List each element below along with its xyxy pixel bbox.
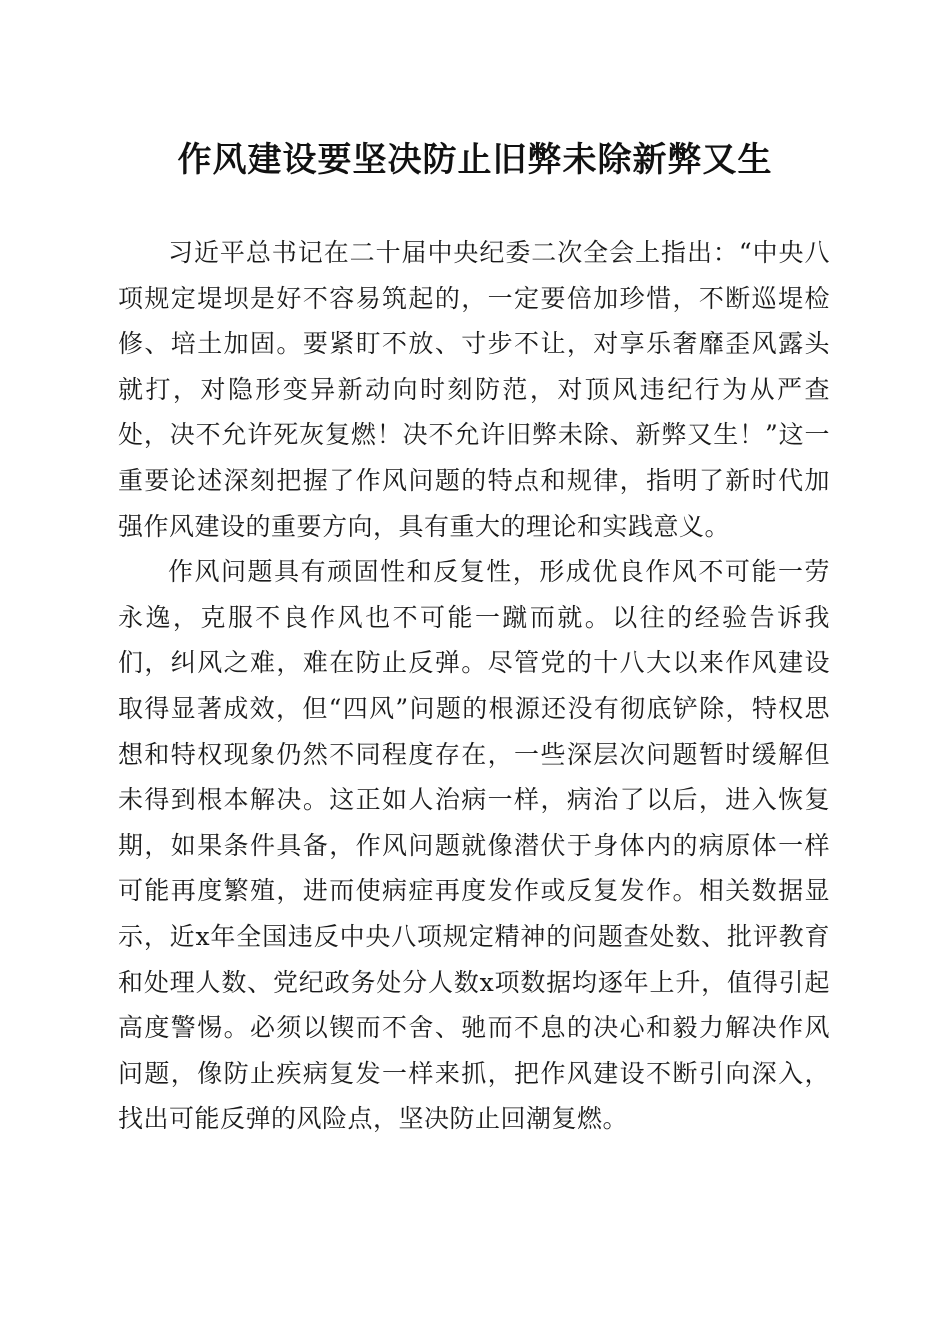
document-title: 作风建设要坚决防止旧弊未除新弊又生 — [177, 140, 773, 180]
document-body — [118, 230, 830, 1142]
paragraph-2: 作风问题具有顽固性和反复性，形成优良作风不可能一劳永逸，克服不良作风也不可能一蹴而就。以往的经验告诉我们，纠风之难，难在防止反弹。尽管党的十八大以来作风建设取得显著成效，但“四风”问题的根源还没有彻底铲除，特权思想和特权现象仍然不同程度存在，一些深层次问题暂时缓解但未得到根本解决。这正如人治病一样，病治了以后，进入恢复期，如果条件具备，作风问题就像潜伏于身体内的病原体一样可能再度繁殖，进而使病症再度发作或反复发作。相关数据显示，近x年全国违反中央八项规定精神的问题查处数、批评教育和处理人数、党纪政务处分人数x项数据均逐年上升，值得引起高度警惕。必须以锲而不舍、驰而不息的决心和毅力解决作风问题，像防止疾病复发一样来抓，把作风建设不断引向深入，找出可能反弹的风险点，坚决防止回潮复燃。 — [118, 557, 830, 1134]
paragraph-1: 习近平总书记在二十届中央纪委二次全会上指出：“中央八项规定堤坝是好不容易筑起的，一定要倍加珍惜，不断巡堤检修、培土加固。要紧盯不放、寸步不让，对享乐奢靡歪风露头就打，对隐形变异新动向时刻防范，对顶风违纪行为从严查处，决不允许死灰复燃！决不允许旧弊未除、新弊又生！”这一重要论述深刻把握了作风问题的特点和规律，指明了新时代加强作风建设的重要方向，具有重大的理论和实践意义。 — [118, 238, 830, 541]
